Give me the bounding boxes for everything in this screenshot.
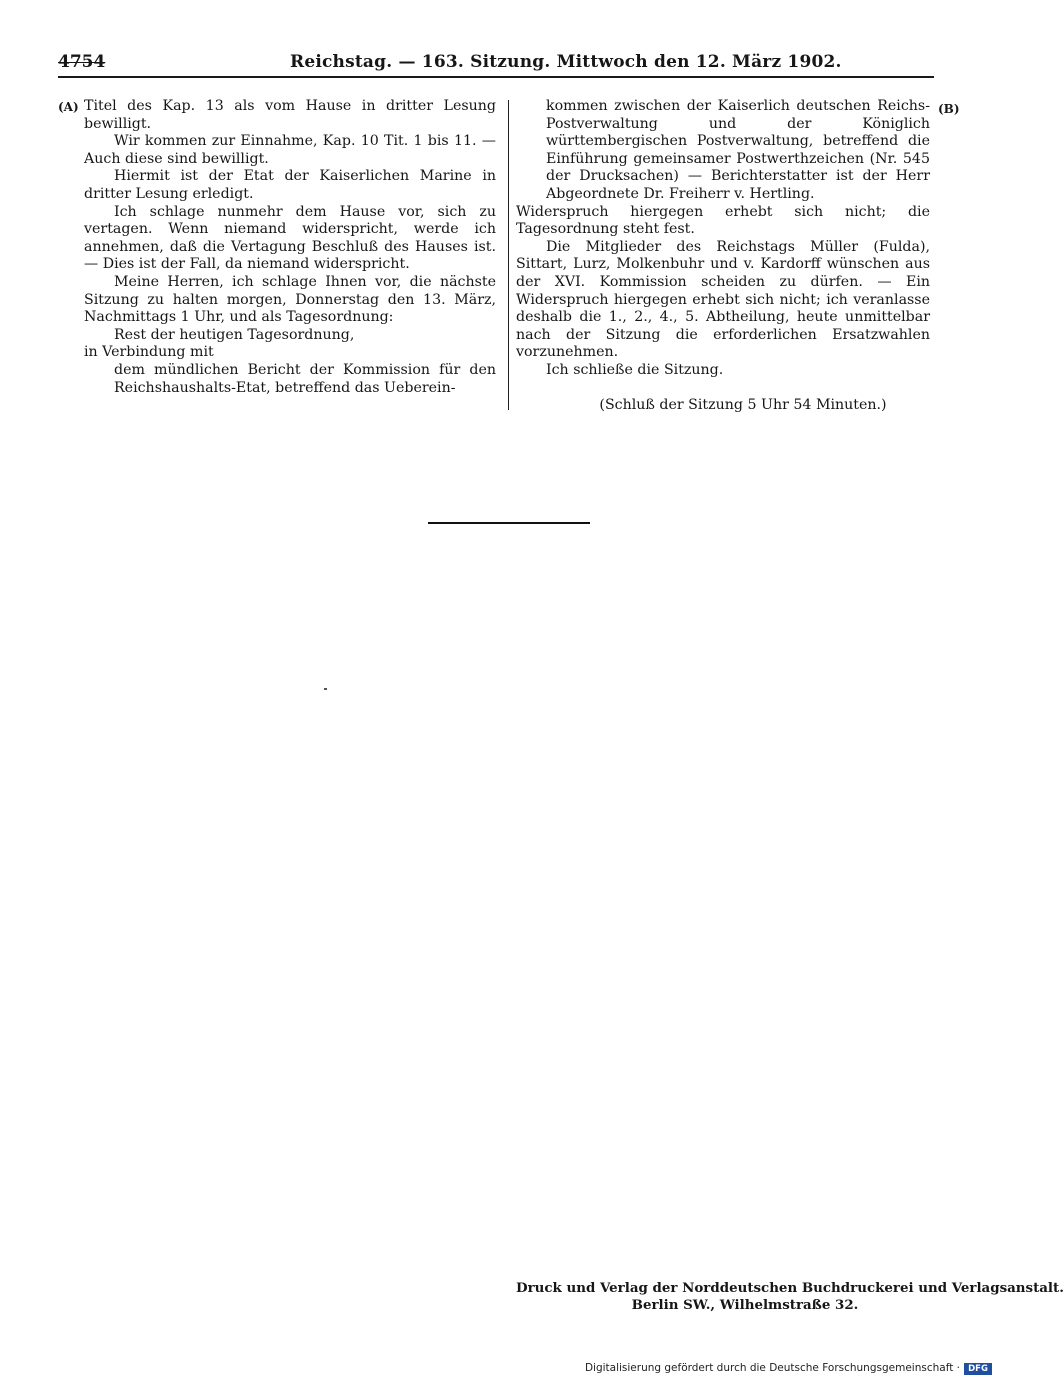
paragraph: Widerspruch hiergegen erhebt sich nicht; die Tagesordnung steht fest.: [516, 203, 930, 238]
margin-mark-b: (B): [938, 102, 960, 116]
funding-note: Digitalisierung gefördert durch die Deutsche Forschungsgemeinschaft ·: [584, 1362, 960, 1374]
paragraph: Hiermit ist der Etat der Kaiserlichen Marine in dritter Lesung erledigt.: [84, 168, 496, 202]
page-number: 4754: [58, 52, 106, 72]
session-closing-note: (Schluß der Sitzung 5 Uhr 54 Minuten.): [599, 396, 887, 413]
agenda-connector: in Verbindung mit: [84, 344, 214, 361]
printer-imprint: [516, 1280, 1064, 1314]
paragraph: Wir kommen zur Einnahme, Kap. 10 Tit. 1 bis 11. — Auch diese sind bewilligt.: [84, 133, 496, 167]
dfg-logo: DFG: [964, 1363, 992, 1375]
agenda-item: Rest der heutigen Tagesordnung,: [114, 326, 355, 343]
paragraph: Titel des Kap. 13 als vom Hause in dritter Lesung bewilligt.: [84, 98, 496, 132]
right-column: [516, 98, 930, 414]
header-rule: [58, 76, 934, 78]
paragraph: Die Mitglieder des Reichstags Müller (Fulda), Sittart, Lurz, Molkenbuhr und v. Kardorff wünschen aus der XVI. Kommission scheiden zu dürfen. — Ein Widerspruch hiergegen erhebt sich nicht; ich veranlasse deshalb die 1., 2., 4., 5. Abtheilung, heute unmittelbar nach der Sitzung die erforderlichen Ersatzwahlen vorzunehmen.: [516, 238, 930, 361]
column-divider: [508, 100, 509, 410]
margin-mark-a: (A): [58, 100, 79, 114]
print-speck: [324, 688, 327, 690]
digitization-footer: [0, 1362, 1000, 1378]
imprint-address: Berlin SW., Wilhelmstraße 32.: [631, 1297, 859, 1313]
running-title: Reichstag. — 163. Sitzung. Mittwoch den 12. März 1902.: [290, 52, 842, 72]
imprint-publisher: Druck und Verlag der Norddeutschen Buchdruckerei und Verlagsanstalt.: [516, 1280, 1064, 1296]
page-header: [0, 52, 1000, 76]
agenda-item: dem mündlichen Bericht der Kommission für den Reichshaushalts-Etat, betreffend das Ueberein-: [114, 361, 496, 396]
section-end-rule: [428, 522, 590, 524]
left-column: [84, 98, 496, 397]
paragraph: Ich schließe die Sitzung.: [546, 361, 724, 378]
agenda-item-continuation: kommen zwischen der Kaiserlich deutschen Reichs-Postverwaltung und der Königlich württembergischen Postverwaltung, betreffend die Einführung gemeinsamer Postwerthzeichen (Nr. 545 der Drucksachen) — Berichterstatter ist der Herr Abgeordnete Dr. Freiherr v. Hertling.: [546, 98, 930, 202]
paragraph: Ich schlage nunmehr dem Hause vor, sich zu vertagen. Wenn niemand widerspricht, werde ich annehmen, daß die Vertagung Beschluß des Hauses ist. — Dies ist der Fall, da niemand widerspricht.: [84, 203, 496, 273]
paragraph: Meine Herren, ich schlage Ihnen vor, die nächste Sitzung zu halten morgen, Donnerstag den 13. März, Nachmittags 1 Uhr, und als Tagesordnung:: [84, 273, 496, 326]
